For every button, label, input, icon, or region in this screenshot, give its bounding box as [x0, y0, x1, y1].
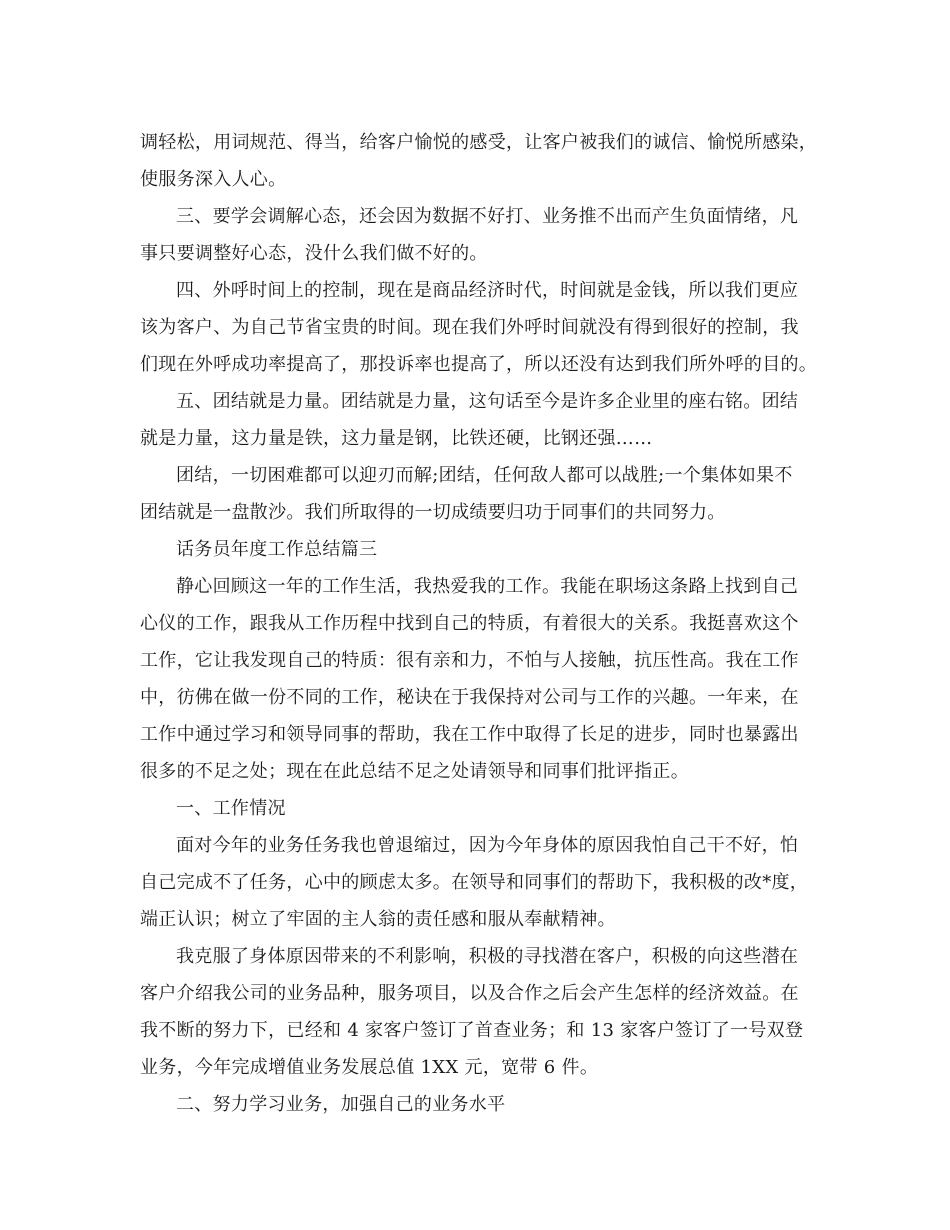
text-line: 面对今年的业务任务我也曾退缩过，因为今年身体的原因我怕自己干不好，怕 — [176, 835, 799, 856]
text-line: 很多的不足之处；现在在此总结不足之处请领导和同事们批评指正。 — [140, 761, 689, 782]
text-line: 就是力量，这力量是铁，这力量是钢，比铁还硬，比钢还强…… — [140, 428, 653, 449]
text-line: 业务，今年完成增值业务发展总值 1XX 元，宽带 6 件。 — [140, 1057, 599, 1078]
text-line: 团结，一切困难都可以迎刃而解;团结，任何敌人都可以战胜;一个集体如果不 — [176, 465, 793, 486]
text-line: 中，彷佛在做一份不同的工作，秘诀在于我保持对公司与工作的兴趣。一年来，在 — [140, 687, 799, 708]
text-line: 我不断的努力下，已经和 4 家客户签订了首查业务；和 13 家客户签订了一号双登 — [140, 1020, 804, 1041]
text-line: 四、外呼时间上的控制，现在是商品经济时代，时间就是金钱，所以我们更应 — [176, 280, 799, 301]
text-line: 五、团结就是力量。团结就是力量，这句话至今是许多企业里的座右铭。团结 — [176, 391, 799, 412]
text-line: 心仪的工作，跟我从工作历程中找到自己的特质，有着很大的关系。我挺喜欢这个 — [140, 613, 799, 634]
text-line: 自己完成不了任务，心中的顾虑太多。在领导和同事们的帮助下，我积极的改*度， — [140, 872, 809, 893]
section-heading: 二、努力学习业务，加强自己的业务水平 — [176, 1094, 506, 1115]
text-line: 三、要学会调解心态，还会因为数据不好打、业务推不出而产生负面情绪，凡 — [176, 206, 799, 227]
document-body — [140, 124, 820, 1123]
text-line: 该为客户、为自己节省宝贵的时间。现在我们外呼时间就没有得到很好的控制，我 — [140, 317, 799, 338]
text-line: 事只要调整好心态，没什么我们做不好的。 — [140, 243, 488, 264]
text-line: 端正认识；树立了牢固的主人翁的责任感和服从奉献精神。 — [140, 909, 616, 930]
section-heading: 话务员年度工作总结篇三 — [176, 539, 378, 560]
text-line: 工作中通过学习和领导同事的帮助，我在工作中取得了长足的进步，同时也暴露出 — [140, 724, 799, 745]
section-heading: 一、工作情况 — [176, 798, 286, 819]
text-line: 静心回顾这一年的工作生活，我热爱我的工作。我能在职场这条路上找到自己 — [176, 576, 799, 597]
text-line: 我克服了身体原因带来的不利影响，积极的寻找潜在客户，积极的向这些潜在 — [176, 946, 799, 967]
text-line: 团结就是一盘散沙。我们所取得的一切成绩要归功于同事们的共同努力。 — [140, 502, 726, 523]
text-line: 调轻松，用词规范、得当，给客户愉悦的感受，让客户被我们的诚信、愉悦所感染， — [140, 132, 818, 153]
text-line: 使服务深入人心。 — [140, 169, 287, 190]
text-line: 们现在外呼成功率提高了，那投诉率也提高了，所以还没有达到我们所外呼的目的。 — [140, 354, 818, 375]
text-line: 客户介绍我公司的业务品种，服务项目，以及合作之后会产生怎样的经济效益。在 — [140, 983, 799, 1004]
text-line: 工作，它让我发现自己的特质：很有亲和力，不怕与人接触，抗压性高。我在工作 — [140, 650, 799, 671]
